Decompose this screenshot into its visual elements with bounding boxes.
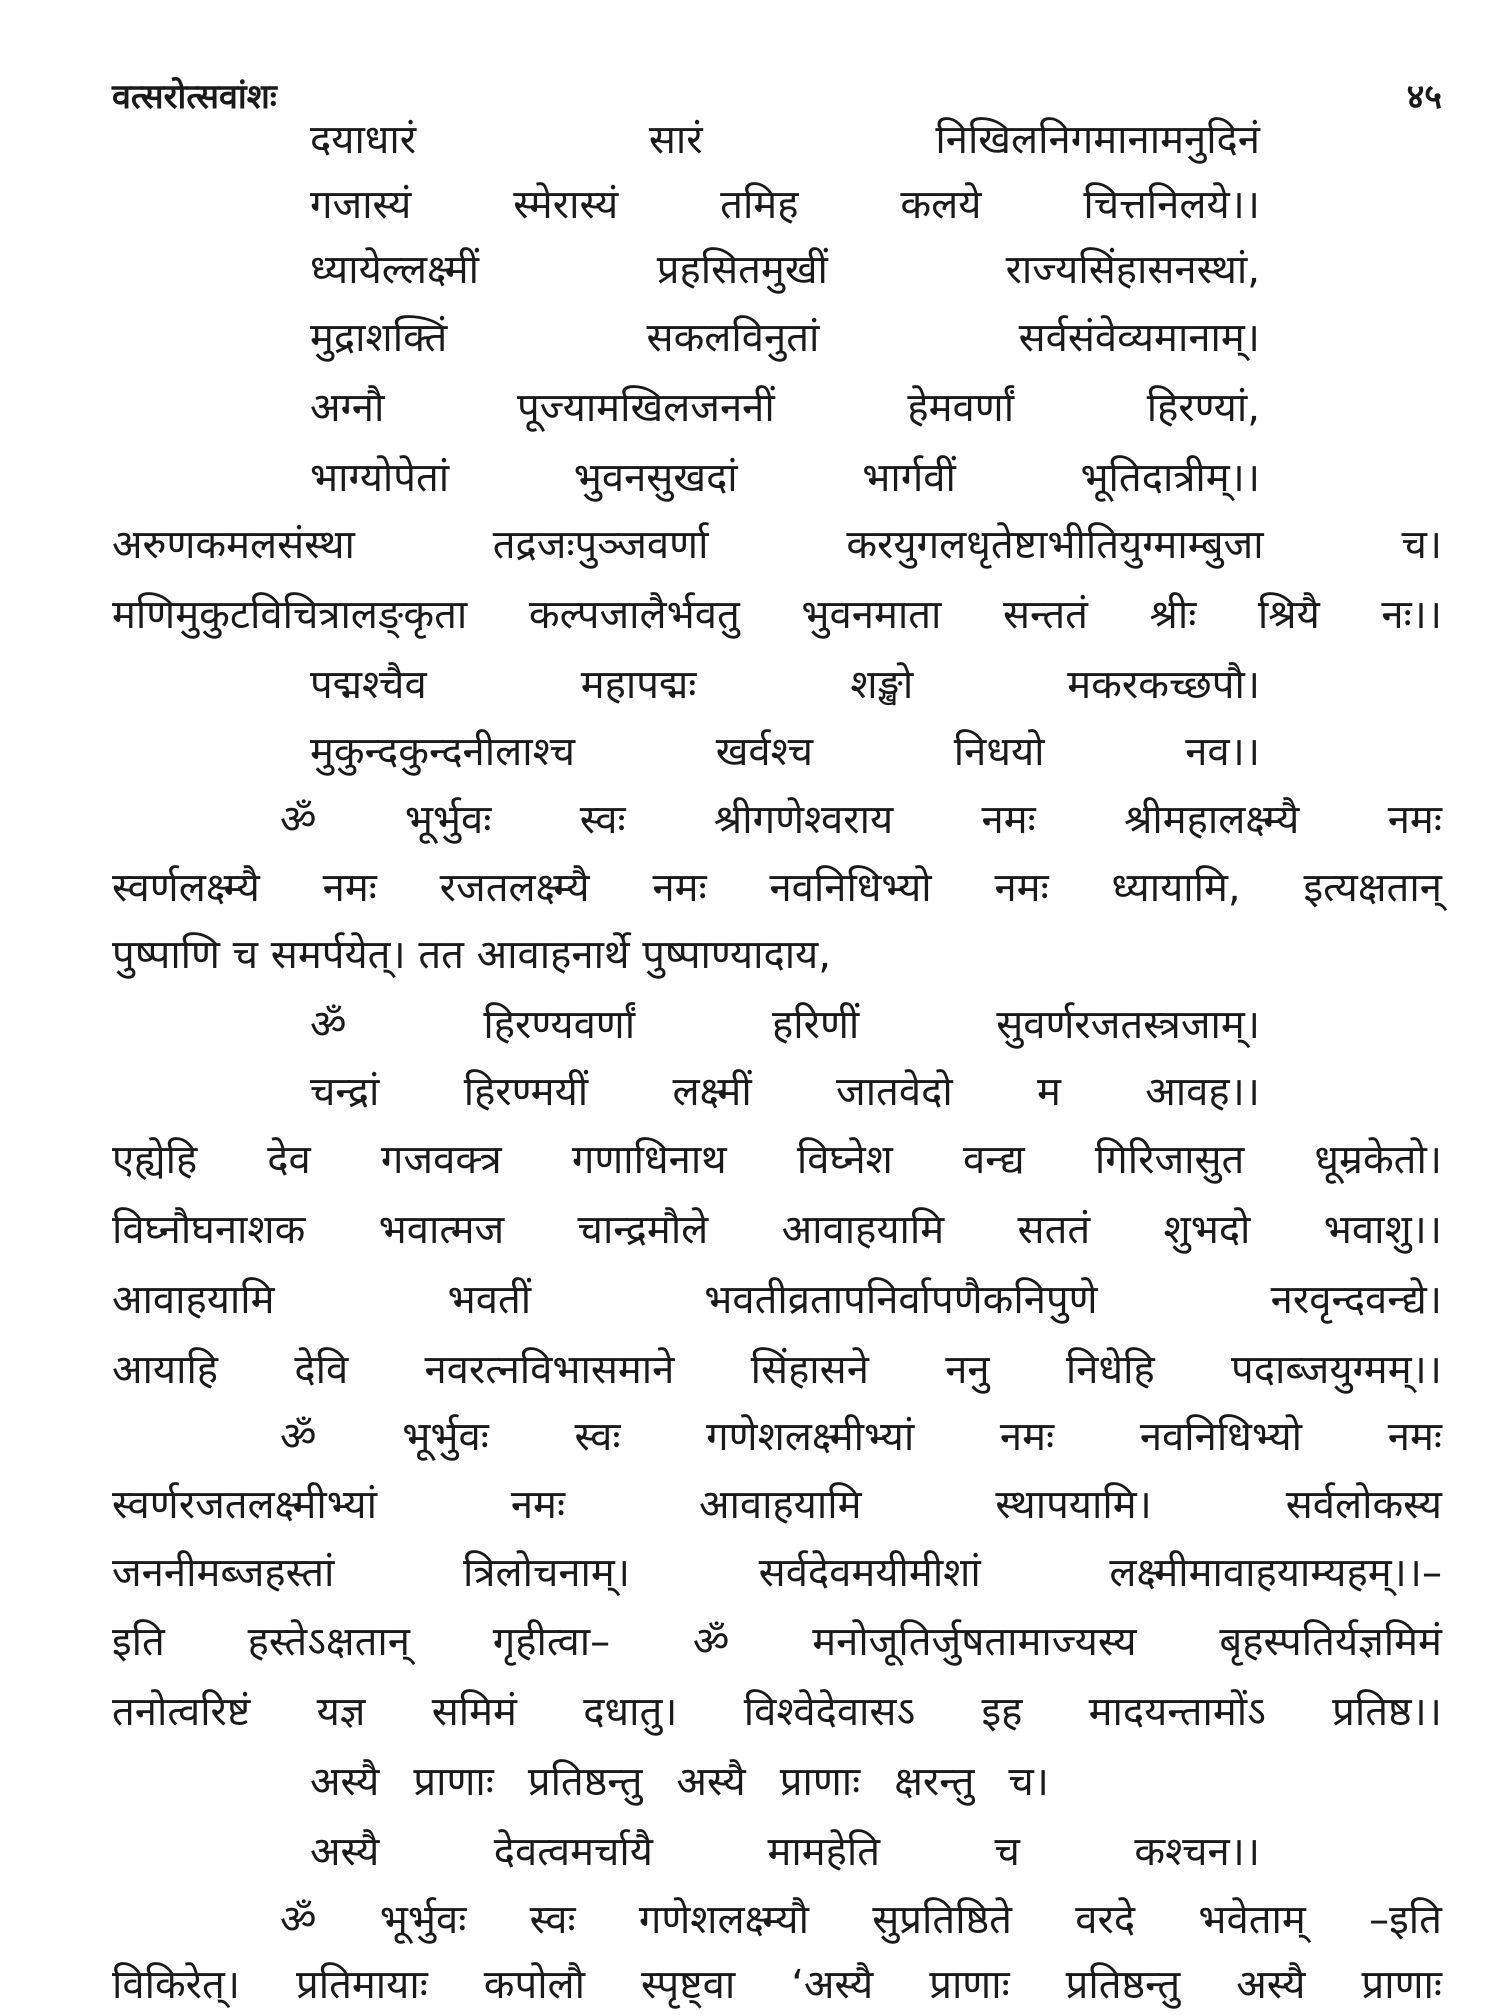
word: स्वर्णरजतलक्ष्मीभ्यां [112,1482,377,1528]
word: –इति [1369,1897,1442,1943]
word: च। [1008,1759,1049,1805]
word: अग्नौ [310,385,385,431]
word: गृहीत्वा– [492,1619,611,1665]
word: मुकुन्दकुन्दनीलाश्च [310,729,575,775]
text-line [310,1752,1442,1812]
word: बृहस्पतिर्यज्ञमिमं [1219,1619,1442,1665]
word: ॐ [280,1897,317,1943]
word: स्वः [574,1414,621,1460]
word: भवाशु।। [1323,1207,1442,1253]
word: श्रीगणेश्वराय [713,797,894,843]
word: इत्यक्षतान् [1303,865,1442,911]
word: दयाधारं [310,117,417,163]
word: हरिणीं [772,1002,860,1048]
word: ॐ [692,1619,730,1665]
text-line [112,1340,1442,1400]
word: प्राणाः [413,1759,494,1805]
word: आवाहयामि [781,1207,945,1253]
text-line [112,1612,1442,1672]
word: मादयन्तामोंऽ [1088,1689,1266,1735]
word: जातवेदो [836,1069,953,1115]
word: श्रियै [1257,592,1320,638]
word: अरुणकमलसंस्था [112,522,355,568]
word: शुभदो [1163,1207,1251,1253]
word: गजवक्त्र [380,1137,502,1183]
word: ॐ [280,1414,317,1460]
text-line [310,995,1260,1055]
word: एह्येहि [112,1137,198,1183]
word: कश्चन।। [1134,1829,1260,1875]
word: ॐ [310,1002,347,1048]
word: भवतीं [447,1277,532,1323]
text-line [280,790,1442,850]
word: त्रिलोचनाम्। [463,1550,630,1596]
word: कलये [900,182,982,228]
word: स्वः [529,1897,576,1943]
word: कपोलौ [483,1962,586,2008]
word: प्रतिष्ठ।। [1332,1689,1442,1735]
word: तद्रजःपुञ्जवर्णा [492,522,709,568]
word: श्रीमहालक्ष्म्यै [1124,797,1300,843]
text-line [310,240,1260,300]
word: ध्यायेल्लक्ष्मीं [310,247,480,293]
word: मामहेति [767,1829,881,1875]
word: समिमं [431,1689,517,1735]
word: प्राणाः [929,1962,1010,2008]
word: सारं [648,117,703,163]
word: वरदे [1075,1897,1136,1943]
text-line [310,1822,1260,1882]
word: म [1037,1069,1061,1115]
word: नमः [999,1414,1055,1460]
text-line [310,378,1260,438]
word: सन्ततं [1002,592,1088,638]
word: सुप्रतिष्ठिते [872,1897,1012,1943]
text-line [112,1955,1442,2015]
word: पद्मश्चैव [310,662,427,708]
word: विघ्नौघनाशक [112,1207,306,1253]
word: गणेशलक्ष्मीभ्यां [706,1414,915,1460]
word: आवाहयामि [698,1482,862,1528]
word: नरवृन्दवन्द्ये। [1270,1277,1442,1323]
word: भूर्भुवः [379,1897,467,1943]
word: जननीमब्जहस्तां [112,1550,335,1596]
word: धूम्रकेतो। [1314,1137,1442,1183]
word: चन्द्रां [310,1069,380,1115]
text-line [280,1407,1442,1467]
text-line [112,1270,1442,1330]
word: पूज्यामखिलजननीं [517,385,775,431]
word: लक्ष्मीमावाहयाम्यहम्।।– [1109,1550,1442,1596]
running-header: वत्सरोत्सवांशः [112,77,277,117]
word: प्राणाः [1361,1962,1442,2008]
text-line [112,1543,1442,1603]
word: विश्वेदेवासऽ [743,1689,916,1735]
word: आयाहि [112,1347,219,1393]
word: ध्यायामि, [1111,865,1241,911]
word: वन्द्य [962,1137,1025,1183]
word: प्राणाः [779,1759,861,1805]
word: निखिलनिगमानामनुदिनं [935,117,1260,163]
word: रजतलक्ष्म्यै [439,865,590,911]
word: ननु [945,1347,990,1393]
word: भूर्भुवः [402,1414,489,1460]
word: नवनिधिभ्यो [769,865,932,911]
word: सततं [1017,1207,1091,1253]
word: आवाहयामि [112,1277,275,1323]
word: शङ्खो [850,662,914,708]
text-line [310,448,1260,508]
word: चान्द्रमौले [577,1207,709,1253]
word: स्मेरास्यं [513,182,619,228]
word: राज्यसिंहासनस्थां, [1005,247,1260,293]
word: नमः [1387,1414,1442,1460]
word: भवतीव्रतापनिर्वापणैकनिपुणे [704,1277,1098,1323]
word: क्षरन्तु [894,1759,975,1805]
word: नमः [1387,797,1442,843]
word: मुद्राशक्तिं [310,315,448,361]
word: हेमवर्णां [907,385,1015,431]
word: मणिमुकुटविचित्रालङ्कृता [112,592,468,638]
word: खर्वश्च [715,729,814,775]
word: नमः [510,1482,566,1528]
word: स्वः [579,797,626,843]
word: कल्पजालैर्भवतु [528,592,740,638]
text-line [280,1890,1442,1950]
word: नमः [994,865,1049,911]
word: भवात्मज [378,1207,505,1253]
word: आवह।। [1145,1069,1260,1115]
word: ॐ [280,797,317,843]
word: नवनिधिभ्यो [1139,1414,1303,1460]
word: गजास्यं [310,182,412,228]
word: हस्तेऽक्षतान् [247,1619,410,1665]
word: देवत्वमर्चायै [493,1829,653,1875]
word: ‘अस्यै [791,1962,874,2008]
text-line [112,1200,1442,1260]
word: पुष्पाणि च समर्पयेत्। तत आवाहनार्थे पुष्पाण्यादाय, [112,932,831,978]
word: विकिरेत्। [112,1962,240,2008]
text-line [112,1682,1442,1742]
word: देवि [294,1347,349,1393]
word: भूर्भुवः [404,797,492,843]
word: सर्वदेवमयीमीशां [758,1550,981,1596]
word: निधेहि [1065,1347,1155,1393]
word: लक्ष्मीं [672,1069,752,1115]
word: इह [981,1689,1023,1735]
word: नवरत्नविभासमाने [424,1347,675,1393]
word: सिंहासने [750,1347,869,1393]
word: सकलविनुतां [646,315,820,361]
word: हिरण्यां, [1146,385,1260,431]
word: गिरिजासुत [1094,1137,1245,1183]
word: प्रतिष्ठन्तु [1065,1962,1181,2008]
word: महापद्मः [580,662,697,708]
word: अस्यै [310,1759,380,1805]
word: प्रतिमायाः [295,1962,428,2008]
word: स्पृष्ट्वा [640,1962,736,2008]
word: भवेताम् [1198,1897,1306,1943]
word: इति [112,1619,165,1665]
word: स्थापयामि। [995,1482,1152,1528]
word: अस्यै [1236,1962,1306,2008]
text-line [310,308,1260,368]
word: सर्वलोकस्य [1285,1482,1442,1528]
word: पदाब्जयुग्मम्।। [1230,1347,1442,1393]
word: नः।। [1381,592,1442,638]
text-line [112,515,1442,575]
word: च। [1401,522,1442,568]
word: विघ्नेश [796,1137,893,1183]
word: मनोजूतिर्जुषतामाज्यस्य [812,1619,1137,1665]
word: स्वर्णलक्ष्म्यै [112,865,260,911]
word: निधयो [953,729,1045,775]
word: गणेशलक्ष्म्यौ [638,1897,809,1943]
word: भुवनमाता [801,592,942,638]
word: अस्यै [676,1759,746,1805]
word: गणाधिनाथ [571,1137,727,1183]
text-line [112,1130,1442,1190]
word: श्रीः [1149,592,1197,638]
word: प्रतिष्ठन्तु [527,1759,643,1805]
word: तनोत्वरिष्टं [112,1689,251,1735]
word: यज्ञ [316,1689,366,1735]
word: देव [267,1137,311,1183]
word: नव।। [1185,729,1260,775]
text-line [310,1062,1260,1122]
word: नमः [981,797,1036,843]
text-line [310,722,1260,782]
page-number: ४५ [1406,77,1442,117]
text-line [112,1475,1442,1535]
word: भुवनसुखदां [573,455,738,501]
word: नमः [652,865,707,911]
word: प्रहसितमुखीं [656,247,828,293]
word: अस्यै [310,1829,380,1875]
word: भूतिदात्रीम्।। [1080,455,1260,501]
text-line [310,655,1260,715]
word: करयुगलधृतेष्टाभीतियुग्माम्बुजा [846,522,1264,568]
text-line [310,110,1260,170]
word: तमिह [720,182,799,228]
word: मकरकच्छपौ। [1067,662,1260,708]
text-line [112,925,1442,985]
word: चित्तनिलये।। [1083,182,1260,228]
word: भार्गवीं [862,455,956,501]
word: नमः [322,865,377,911]
word: सर्वसंवेव्यमानाम्। [1018,315,1260,361]
word: दधातु। [583,1689,678,1735]
text-line [112,585,1442,645]
word: भाग्योपेतां [310,455,450,501]
text-line [112,858,1442,918]
text-line [310,175,1260,235]
word: हिरण्यवर्णां [483,1002,636,1048]
word: च [994,1829,1020,1875]
word: हिरण्मयीं [463,1069,589,1115]
word: सुवर्णरजतस्त्रजाम्। [996,1002,1260,1048]
